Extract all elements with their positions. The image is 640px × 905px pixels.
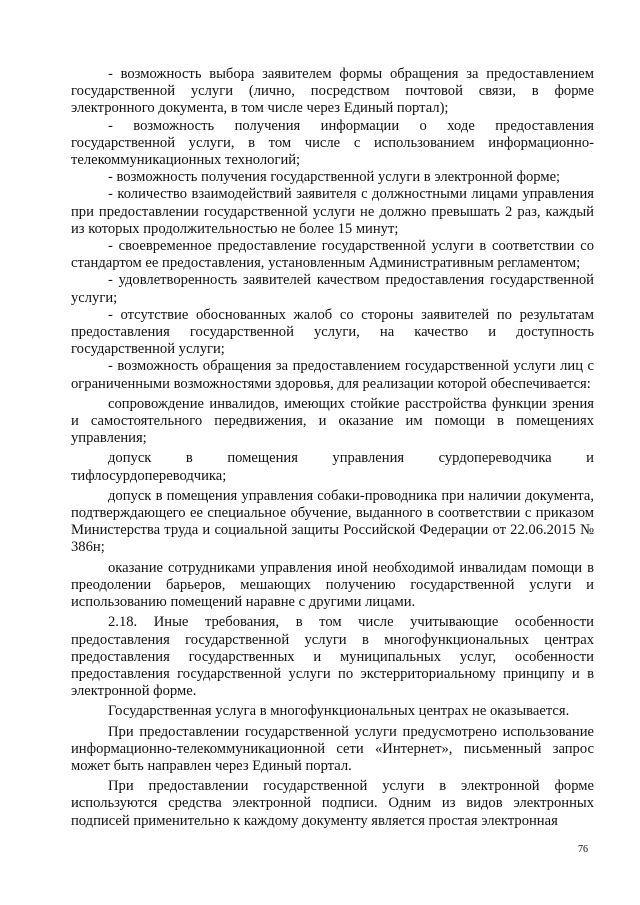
paragraph: При предоставлении государственной услуги предусмотрено использование информационно-телекоммуникационной сети «Интернет», письменный запрос может быть направлен через Единый портал. — [71, 723, 594, 774]
paragraph: - удовлетворенность заявителей качеством предоставления государственной услуги; — [71, 272, 594, 306]
paragraph: - количество взаимодействий заявителя с должностными лицами управления при предоставлении государственной услуги не должно превышать 2 раз, каждый из которых продолжительностью не более 15 минут; — [71, 186, 594, 237]
document-body — [71, 66, 594, 830]
paragraph: допуск в помещения управления сурдопереводчика и тифлосурдопереводчика; — [71, 450, 594, 484]
paragraph: - своевременное предоставление государственной услуги в соответствии со стандартом ее предоставления, установленным Административным регламентом; — [71, 238, 594, 272]
paragraph: - возможность обращения за предоставлением государственной услуги лиц с ограниченными возможностями здоровья, для реализации которой обеспечивается: — [71, 358, 594, 392]
paragraph: сопровождение инвалидов, имеющих стойкие расстройства функции зрения и самостоятельного передвижения, и оказание им помощи в помещениях управления; — [71, 395, 594, 447]
paragraph: допуск в помещения управления собаки-проводника при наличии документа, подтверждающего ее специальное обучение, выданного в соответствии с приказом Министерства труда и социальной защиты Российской Федерации от 22.06.2015 № 386н; — [71, 487, 594, 556]
section-paragraph: 2.18. Иные требования, в том числе учитывающие особенности предоставления государственной услуги в многофункциональных центрах предоставления государственных и муниципальных услуг, особенности предоставления государственной услуги по экстерриториальному принципу и в электронной форме. — [71, 614, 594, 700]
paragraph: оказание сотрудниками управления иной необходимой инвалидам помощи в преодолении барьеров, мешающих получению государственной услуги и использованию помещений наравне с другими лицами. — [71, 559, 594, 611]
page-number: 76 — [578, 844, 588, 855]
paragraph: Государственная услуга в многофункциональных центрах не оказывается. — [108, 703, 570, 720]
paragraph: - возможность получения информации о ходе предоставления государственной услуги, в том числе с использованием информационно-телекоммуникационных технологий; — [71, 117, 594, 169]
paragraph: При предоставлении государственной услуги в электронной форме используются средства электронной подписи. Одним из видов электронных подписей применительно к каждому документу является простая электронная — [71, 778, 594, 829]
paragraph: - возможность получения государственной услуги в электронной форме; — [108, 169, 561, 186]
paragraph: - отсутствие обоснованных жалоб со стороны заявителей по результатам предоставления государственной услуги, на качество и доступность государственной услуги; — [71, 306, 594, 358]
paragraph: - возможность выбора заявителем формы обращения за предоставлением государственной услуги (лично, посредством почтовой связи, в форме электронного документа, в том числе через Единый портал); — [71, 66, 594, 117]
